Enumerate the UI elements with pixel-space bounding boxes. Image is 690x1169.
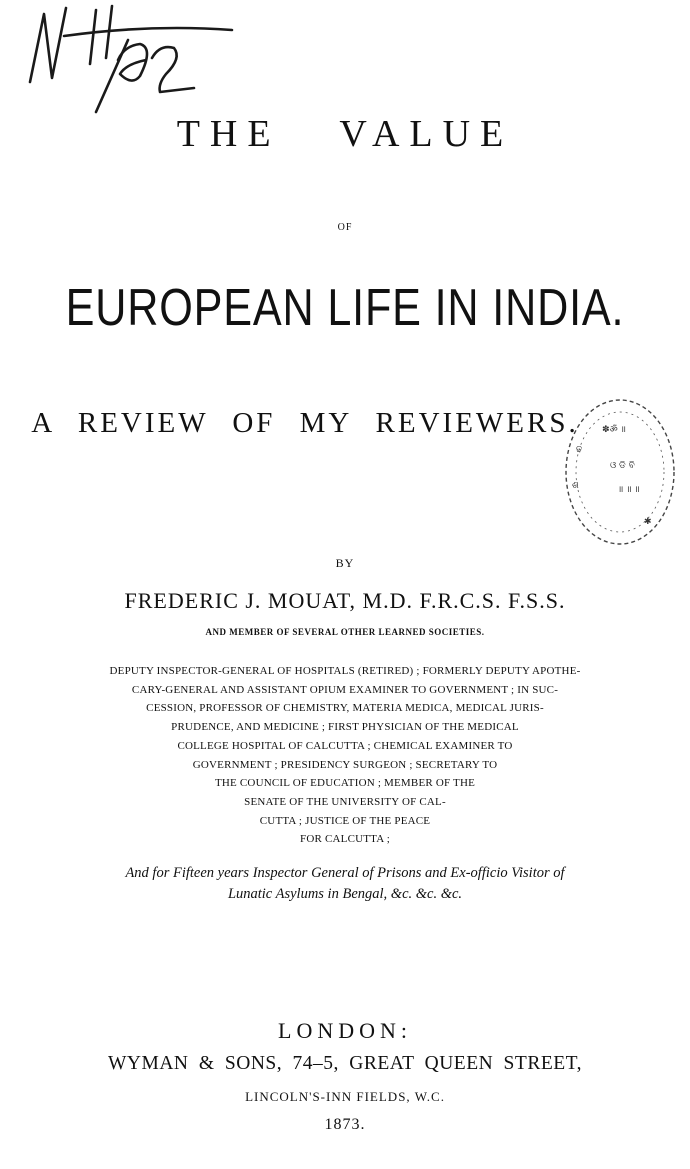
imprint-address: LINCOLN'S-INN FIELDS, W.C.: [245, 1089, 445, 1104]
imprint-year: 1873.: [324, 1116, 366, 1133]
credentials-line: CARY-GENERAL AND ASSISTANT OPIUM EXAMINER TO GOVERNMENT ; IN SUC-: [131, 683, 559, 696]
credentials-line: SENATE OF THE UNIVERSITY OF CAL-: [244, 795, 446, 808]
credentials-line: PRUDENCE, AND MEDICINE ; FIRST PHYSICIAN OF THE MEDICAL: [171, 721, 519, 734]
author-name: FREDERIC J. MOUAT, M.D. F.R.C.S. F.S.S.: [124, 588, 566, 613]
credentials-line: CESSION, PROFESSOR OF CHEMISTRY, MATERIA MEDICA, MEDICAL JURIS-: [146, 702, 544, 715]
credentials-block: [0, 662, 690, 849]
credentials-line: FOR CALCUTTA ;: [300, 833, 390, 846]
asylums-line: Lunatic Asylums in Bengal, &c. &c. &c.: [227, 886, 463, 902]
credentials-line: GOVERNMENT ; PRESIDENCY SURGEON ; SECRETARY TO: [192, 758, 498, 771]
credentials-line: COLLEGE HOSPITAL OF CALCUTTA ; CHEMICAL EXAMINER TO: [177, 739, 513, 752]
title-of: OF: [337, 222, 353, 233]
svg-text:ଓ ଡି ବି: ଓ ଡି ବି: [610, 461, 635, 471]
handwriting-text: N 11 / 192: [0, 0, 6, 1]
svg-text:✱: ✱: [644, 517, 652, 527]
credentials-line: CUTTA ; JUSTICE OF THE PEACE: [259, 814, 431, 827]
imprint-city: LONDON:: [278, 1018, 412, 1043]
svg-text:॥ ॥ ॥: ॥ ॥ ॥: [618, 485, 640, 495]
credentials-line: THE COUNCIL OF EDUCATION ; MEMBER OF THE: [214, 777, 476, 790]
title-the-value: THE VALUE: [176, 113, 514, 155]
credentials-line: DEPUTY INSPECTOR-GENERAL OF HOSPITALS (RETIRED) ; FORMERLY DEPUTY APOTHE-: [109, 665, 581, 677]
svg-text:ଢ: ଢ: [576, 445, 583, 455]
handwritten-shelfmark: [0, 0, 240, 120]
svg-text:✽ॐ ॥: ✽ॐ ॥: [602, 425, 627, 435]
by-line: BY: [335, 556, 355, 570]
subtitle: A REVIEW OF MY REVIEWERS.: [31, 407, 579, 439]
prisons-line: And for Fifteen years Inspector General of Prisons and Ex-officio Visitor of: [125, 865, 565, 881]
library-stamp-icon: [558, 392, 680, 552]
member-line: AND MEMBER OF SEVERAL OTHER LEARNED SOCIETIES.: [205, 627, 485, 637]
main-title: EUROPEAN LIFE IN INDIA.: [65, 279, 625, 337]
svg-text:ଶ: ଶ: [572, 481, 579, 491]
imprint-publisher: WYMAN & SONS, 74–5, GREAT QUEEN STREET,: [108, 1053, 582, 1074]
